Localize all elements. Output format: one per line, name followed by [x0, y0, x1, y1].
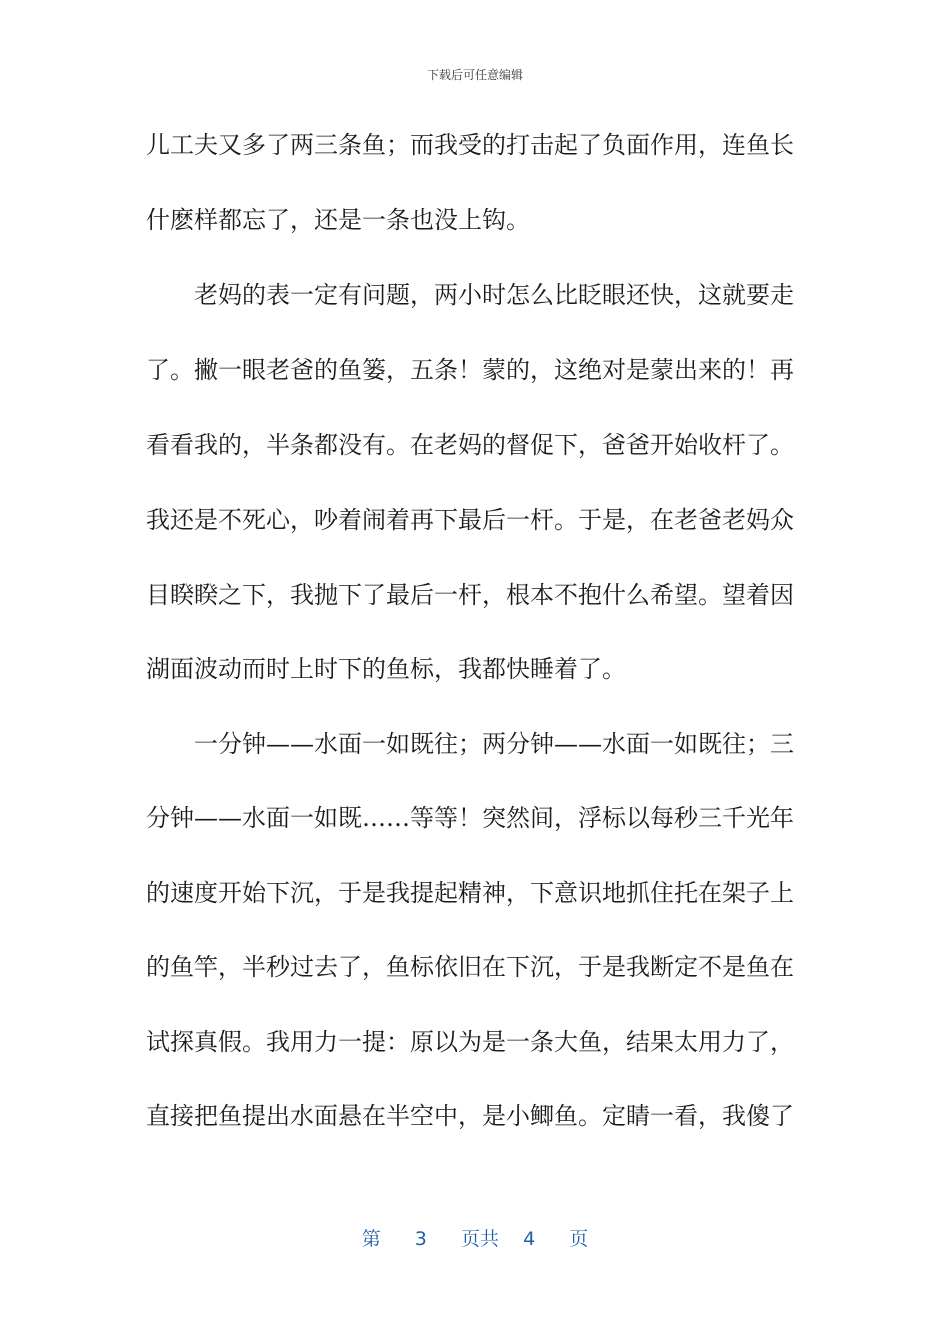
text-line: 的速度开始下沉，于是我提起精神，下意识地抓住托在架子上	[146, 879, 794, 907]
text-line: 老妈的表一定有问题，两小时怎么比眨眼还快，这就要走	[146, 281, 794, 309]
current-page-number: 3	[414, 1228, 427, 1250]
total-pages-number: 4	[523, 1228, 536, 1250]
text-line: 的鱼竿，半秒过去了，鱼标依旧在下沉，于是我断定不是鱼在	[146, 953, 794, 981]
text-line: 看看我的，半条都没有。在老妈的督促下，爸爸开始收杆了。	[146, 431, 794, 459]
text-line: 我还是不死心，吵着闹着再下最后一杆。于是，在老爸老妈众	[146, 506, 794, 534]
text-line: 试探真假。我用力一提：原以为是一条大鱼，结果太用力了，	[146, 1028, 794, 1056]
page-header: 下载后可任意编辑	[426, 68, 523, 82]
text-line: 什麽样都忘了，还是一条也没上钩。	[146, 206, 530, 234]
text-line: 湖面波动而时上时下的鱼标，我都快睡着了。	[146, 655, 626, 683]
page-label-mid: 页共	[460, 1228, 499, 1250]
page-footer	[0, 1224, 950, 1251]
text-line: 了。撇一眼老爸的鱼篓，五条！蒙的，这绝对是蒙出来的！再	[146, 356, 794, 384]
text-line: 一分钟——水面一如既往；两分钟——水面一如既往；三	[146, 730, 794, 758]
page-label-suffix: 页	[569, 1228, 589, 1250]
text-line: 直接把鱼提出水面悬在半空中，是小鲫鱼。定睛一看，我傻了	[146, 1102, 794, 1130]
text-line: 分钟——水面一如既……等等！突然间，浮标以每秒三千光年	[146, 804, 794, 832]
text-line: 目睽睽之下，我抛下了最后一杆，根本不抱什么希望。望着因	[146, 581, 794, 609]
text-line: 儿工夫又多了两三条鱼；而我受的打击起了负面作用，连鱼长	[146, 131, 794, 159]
page-label-prefix: 第	[361, 1228, 381, 1250]
